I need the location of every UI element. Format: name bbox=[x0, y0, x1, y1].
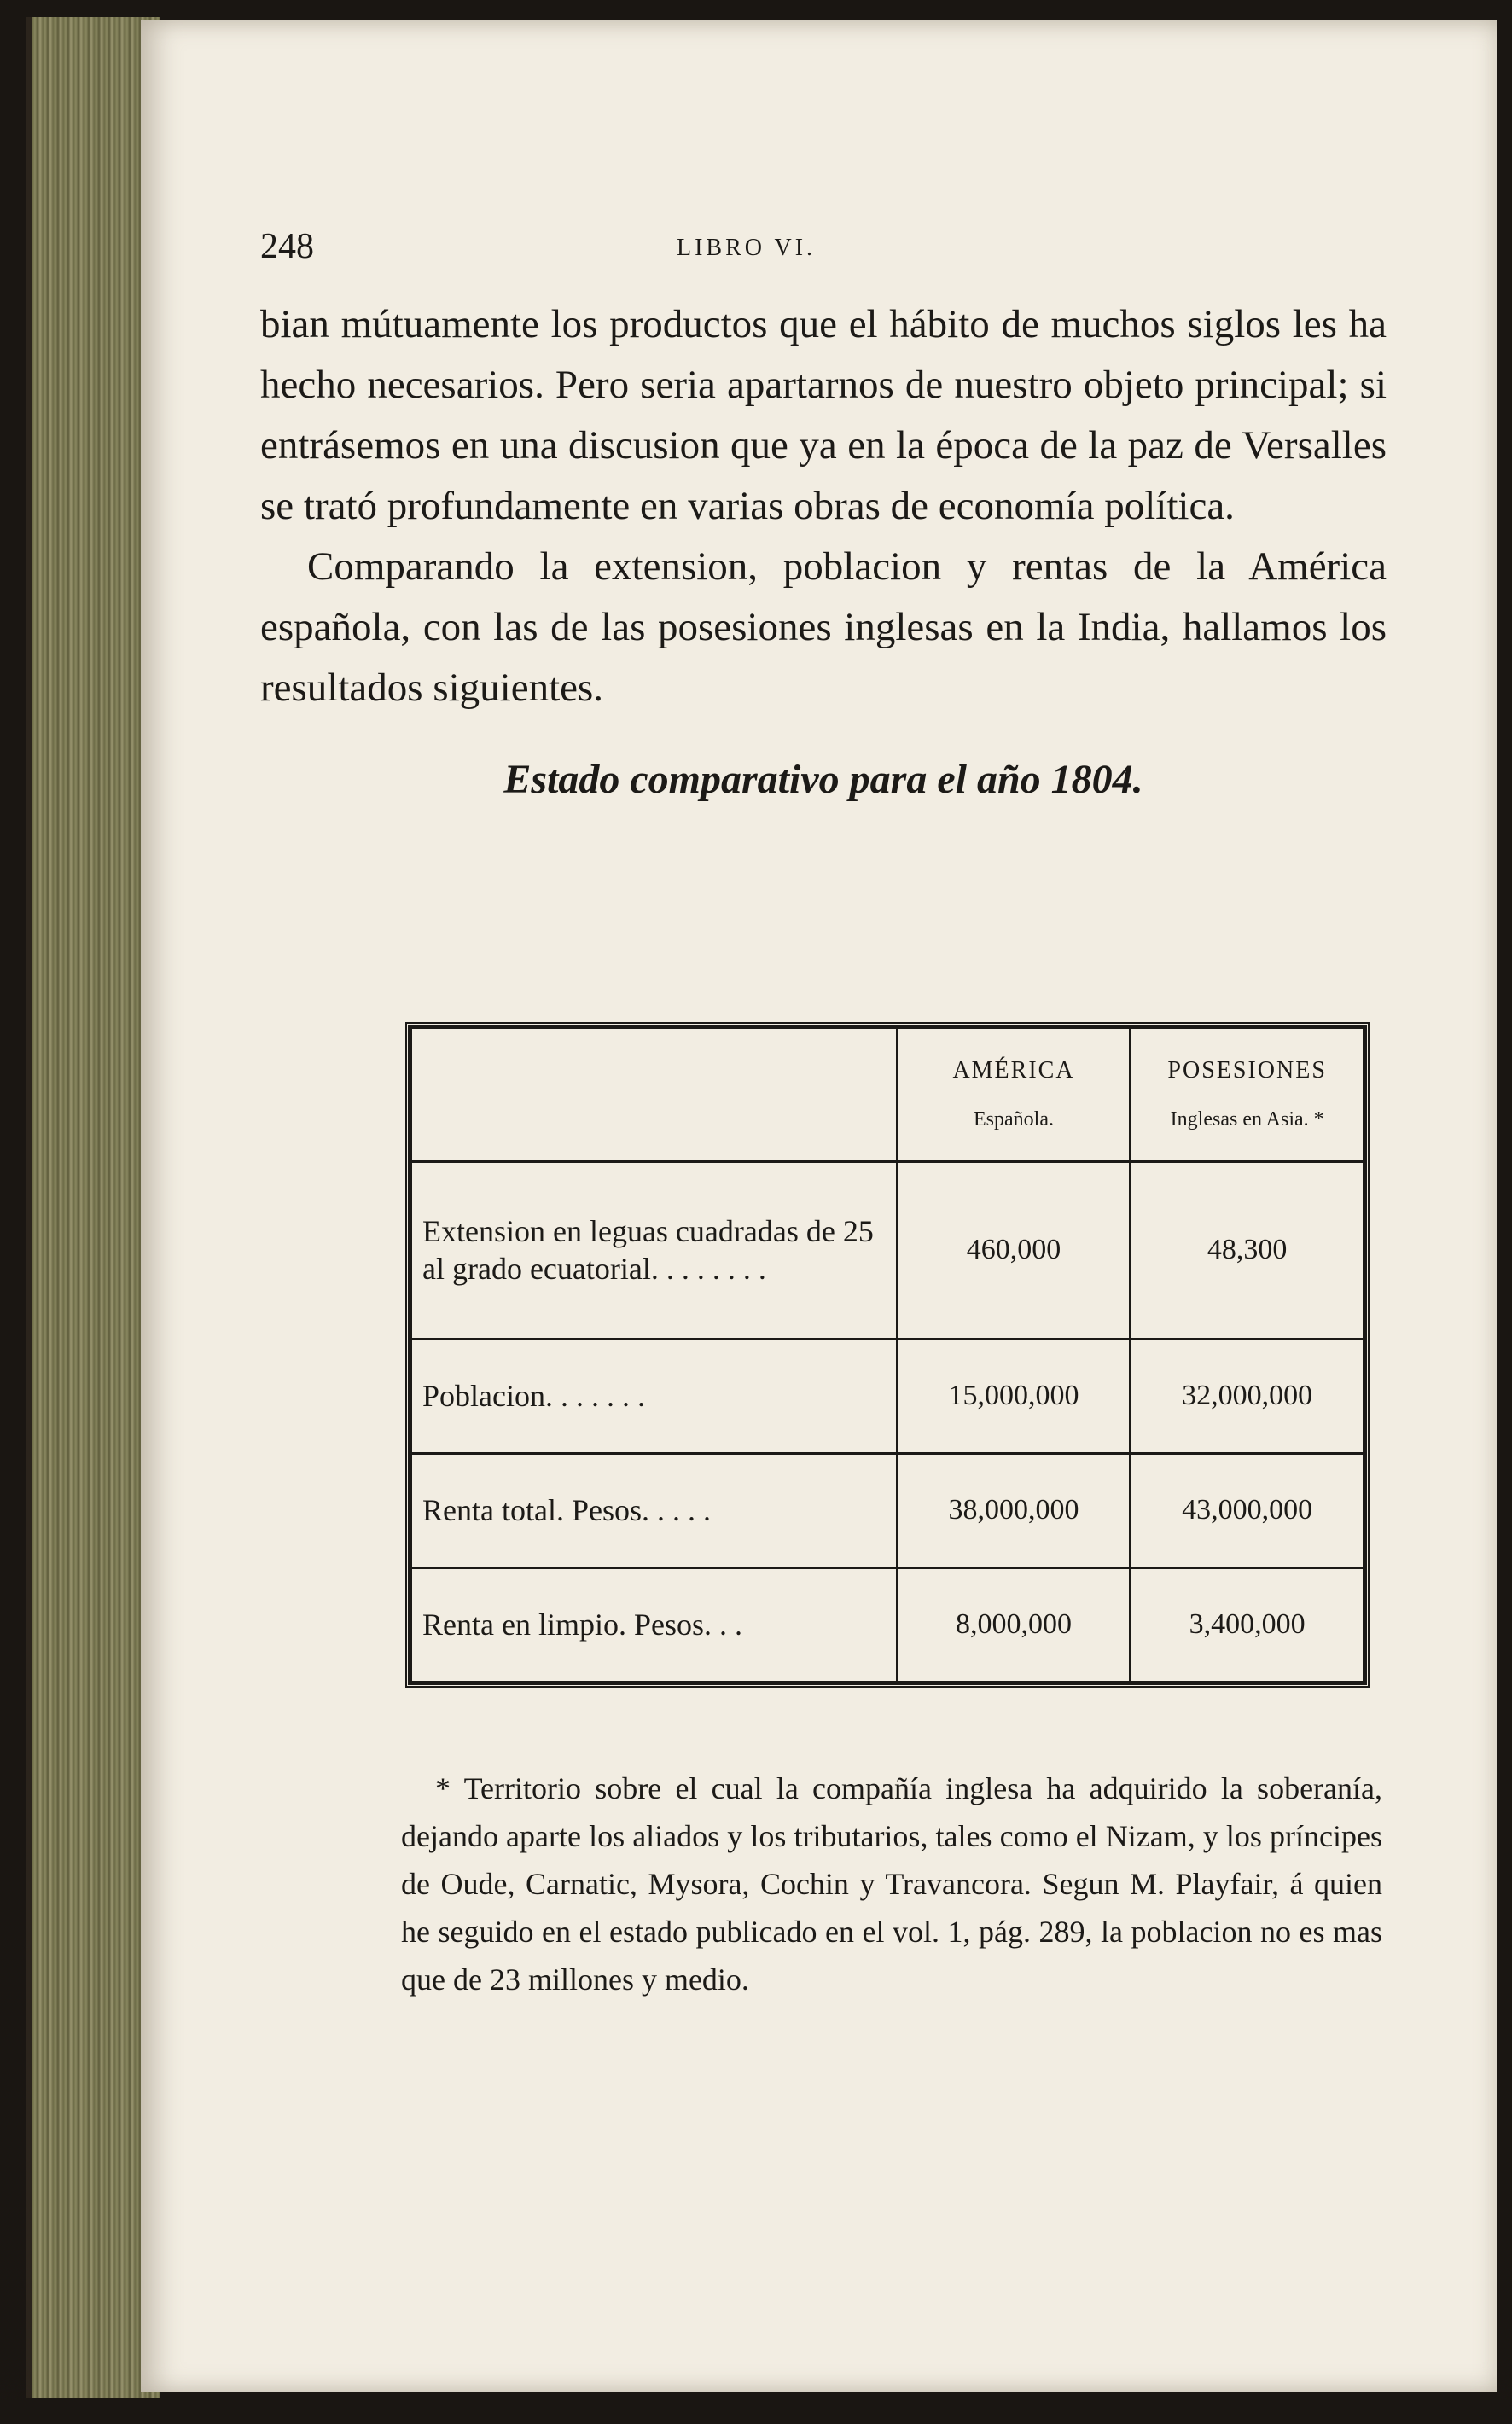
cell-america: 460,000 bbox=[897, 1161, 1131, 1339]
page-number: 248 bbox=[260, 227, 314, 266]
cell-posesiones: 32,000,000 bbox=[1131, 1339, 1364, 1453]
section-title: LIBRO VI. bbox=[677, 235, 817, 261]
footnote: * Territorio sobre el cual la compañía inglesa ha adquirido la soberanía, dejando aparte los aliados y los tributarios, tales como el Nizam, y los príncipes de Oude, Carnatic, Mysora, Cochin y Travancora. Segun M. Playfair, á quien he seguido en el estado publicado en el vol. 1, pág. 289, la poblacion no es mas que de 23 millones y medio. bbox=[401, 1771, 1382, 1997]
comparison-table bbox=[405, 1022, 1370, 1688]
table-row bbox=[411, 1339, 1364, 1453]
main-text bbox=[260, 226, 1387, 803]
cell-america: 15,000,000 bbox=[897, 1339, 1131, 1453]
cell-posesiones: 48,300 bbox=[1131, 1161, 1364, 1339]
table-row bbox=[411, 1567, 1364, 1682]
column-header-posesiones: POSESIONES Inglesas en Asia. * bbox=[1131, 1028, 1364, 1162]
table-header-row bbox=[411, 1028, 1364, 1162]
table-title: Estado comparativo para el año 1804. bbox=[503, 757, 1143, 802]
cell-america: 8,000,000 bbox=[897, 1567, 1131, 1682]
paragraph-1: bian mútuamente los productos que el hábito de muchos siglos les ha hecho necesarios. Pero seria apartarnos de nuestro objeto principal; si entrásemos en una discusion que ya en la época de la paz de Versalles se trató profundamente en varias obras de economía política. bbox=[260, 302, 1387, 528]
row-label: Renta total. Pesos. . . . . bbox=[411, 1453, 898, 1567]
paragraph-2: Comparando la extension, poblacion y rentas de la América española, con las de las posesiones inglesas en la India, hallamos los resultados siguientes. bbox=[260, 544, 1387, 710]
cell-posesiones: 43,000,000 bbox=[1131, 1453, 1364, 1567]
table-row bbox=[411, 1453, 1364, 1567]
row-label: Renta en limpio. Pesos. . . bbox=[411, 1567, 898, 1682]
row-label: Extension en leguas cuadradas de 25 al grado ecuatorial. . . . . . . . bbox=[411, 1161, 898, 1339]
table-row bbox=[411, 1161, 1364, 1339]
cell-america: 38,000,000 bbox=[897, 1453, 1131, 1567]
row-label: Poblacion. . . . . . . bbox=[411, 1339, 898, 1453]
column-header-america: AMÉRICA Española. bbox=[897, 1028, 1131, 1162]
cell-posesiones: 3,400,000 bbox=[1131, 1567, 1364, 1682]
running-head bbox=[260, 226, 1387, 294]
empty-header-cell bbox=[411, 1028, 898, 1162]
